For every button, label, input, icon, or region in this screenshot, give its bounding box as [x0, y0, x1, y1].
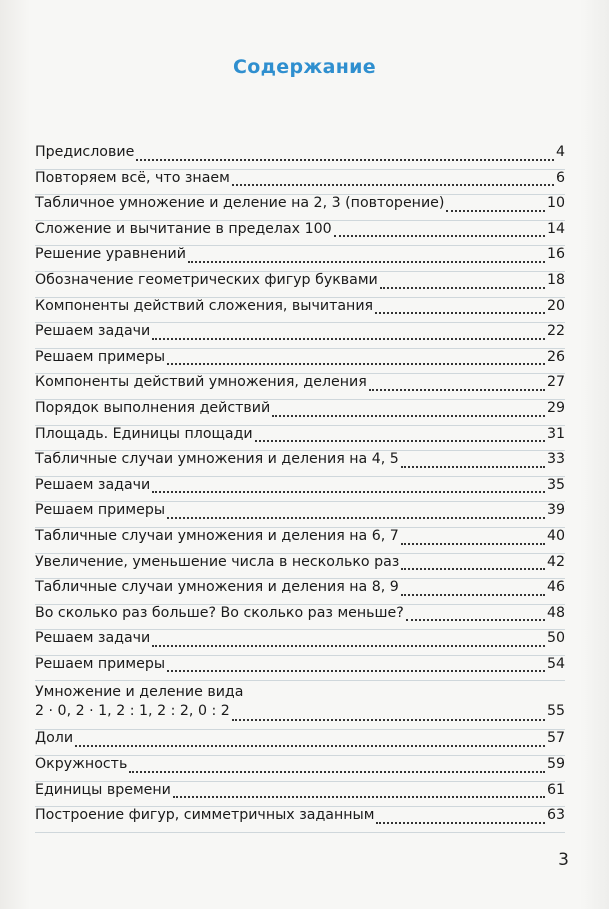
- toc-entry-page: 63: [546, 807, 565, 824]
- toc-entry-label: Порядок выполнения действий: [35, 399, 271, 416]
- leader-dots: [152, 490, 545, 493]
- leader-dots: [255, 439, 545, 442]
- toc-entry-label: Увеличение, уменьшение числа в несколько раз: [35, 553, 400, 570]
- leader-dots: [173, 795, 545, 798]
- toc-entry-page: 27: [546, 374, 565, 391]
- toc-entry: [35, 426, 565, 452]
- leader-dots: [232, 183, 554, 186]
- toc-entry-label: Во сколько раз больше? Во сколько раз меньше?: [35, 604, 404, 621]
- toc-entry-page: 35: [546, 476, 565, 493]
- leader-dots: [406, 618, 545, 621]
- toc-entry-label: Табличные случаи умножения и деления на 6, 7: [35, 527, 399, 544]
- leader-dots: [152, 644, 545, 647]
- table-of-contents: [35, 144, 565, 833]
- toc-entry-label: Табличное умножение и деление на 2, 3 (повторение): [35, 195, 445, 212]
- toc-entry-page: 61: [546, 781, 565, 798]
- leader-dots: [152, 337, 545, 340]
- toc-entry-page: 54: [546, 655, 565, 672]
- leader-dots: [401, 593, 545, 596]
- toc-entry: [35, 170, 565, 196]
- page-number: 3: [558, 850, 569, 870]
- toc-entry-label: Сложение и вычитание в пределах 100: [35, 220, 332, 237]
- toc-entry: [35, 756, 565, 782]
- toc-entry-page: 22: [546, 323, 565, 340]
- toc-entry-page: 6: [555, 169, 565, 186]
- toc-entry-label: Табличные случаи умножения и деления на 4, 5: [35, 451, 399, 468]
- toc-entry-page: 26: [546, 348, 565, 365]
- toc-entry: [35, 782, 565, 808]
- toc-entry-label: Окружность: [35, 756, 128, 773]
- toc-entry: [35, 477, 565, 503]
- toc-entry-label: Компоненты действий сложения, вычитания: [35, 297, 374, 314]
- leader-dots: [375, 311, 545, 314]
- toc-entry-label: Табличные случаи умножения и деления на 8, 9: [35, 579, 399, 596]
- toc-entry: [35, 730, 565, 756]
- toc-entry: [35, 656, 565, 682]
- toc-entry-page: 48: [546, 604, 565, 621]
- toc-entry-page: 42: [546, 553, 565, 570]
- toc-entry: [35, 605, 565, 631]
- toc-entry-page: 50: [546, 630, 565, 647]
- toc-entry: [35, 400, 565, 426]
- toc-entry: [35, 298, 565, 324]
- toc-entry: [35, 502, 565, 528]
- leader-dots: [401, 465, 545, 468]
- toc-entry-page: 10: [546, 195, 565, 212]
- leader-dots: [401, 542, 545, 545]
- toc-entry: [35, 528, 565, 554]
- toc-entry-label: Решаем примеры: [35, 348, 166, 365]
- toc-entry-line2: [35, 703, 565, 729]
- leader-dots: [272, 414, 545, 417]
- toc-entry-label: Решаем задачи: [35, 476, 151, 493]
- toc-entry-label: Решаем примеры: [35, 502, 166, 519]
- toc-entry-label: Площадь. Единицы площади: [35, 425, 253, 442]
- toc-entry-page: 55: [546, 703, 565, 720]
- leader-dots: [369, 388, 545, 391]
- toc-entry-label: Решаем задачи: [35, 323, 151, 340]
- toc-entry-page: 59: [546, 756, 565, 773]
- toc-entry-label: Доли: [35, 730, 74, 747]
- leader-dots: [380, 286, 545, 289]
- leader-dots: [136, 158, 554, 161]
- leader-dots: [188, 260, 545, 263]
- toc-entry: [35, 374, 565, 400]
- toc-entry: [35, 349, 565, 375]
- toc-entry-page: 46: [546, 579, 565, 596]
- toc-entry-label: Повторяем всё, что знаем: [35, 169, 230, 186]
- toc-entry-label: Построение фигур, симметричных заданным: [35, 807, 375, 824]
- toc-entry: [35, 221, 565, 247]
- toc-entry-page: 4: [555, 144, 565, 160]
- toc-entry: [35, 554, 565, 580]
- leader-dots: [167, 516, 545, 519]
- page-title: Содержание: [233, 56, 376, 78]
- leader-dots: [401, 567, 545, 570]
- toc-entry: [35, 195, 565, 221]
- toc-entry-page: 16: [546, 246, 565, 263]
- toc-entry: [35, 144, 565, 170]
- toc-entry: [35, 681, 565, 730]
- toc-entry-page: 57: [546, 730, 565, 747]
- toc-entry-label: Умножение и деление вида: [35, 684, 244, 701]
- leader-dots: [232, 718, 545, 721]
- toc-entry-label: Компоненты действий умножения, деления: [35, 374, 367, 391]
- leader-dots: [167, 669, 545, 672]
- toc-entry: [35, 451, 565, 477]
- leader-dots: [129, 770, 545, 773]
- toc-entry-label: Единицы времени: [35, 781, 171, 798]
- toc-entry-page: 20: [546, 297, 565, 314]
- leader-dots: [334, 234, 545, 237]
- toc-entry-page: 39: [546, 502, 565, 519]
- toc-entry-label: Предисловие: [35, 144, 135, 160]
- toc-entry-page: 31: [546, 425, 565, 442]
- toc-entry-page: 18: [546, 271, 565, 288]
- toc-entry: [35, 323, 565, 349]
- toc-entry-label: Обозначение геометрических фигур буквами: [35, 271, 378, 288]
- toc-entry-formula: 2 · 0, 2 · 1, 2 : 1, 2 : 2, 0 : 2: [35, 703, 230, 720]
- toc-entry-page: 33: [546, 451, 565, 468]
- toc-entry: [35, 246, 565, 272]
- toc-entry: [35, 630, 565, 656]
- toc-entry-label: Решаем примеры: [35, 655, 166, 672]
- toc-entry: [35, 579, 565, 605]
- toc-entry-label: Решаем задачи: [35, 630, 151, 647]
- leader-dots: [446, 209, 545, 212]
- leader-dots: [75, 744, 545, 747]
- toc-entry: [35, 807, 565, 833]
- toc-entry-page: 40: [546, 527, 565, 544]
- toc-entry-page: 14: [546, 220, 565, 237]
- toc-entry: [35, 272, 565, 298]
- leader-dots: [376, 821, 545, 824]
- toc-entry-page: 29: [546, 399, 565, 416]
- toc-entry-label: Решение уравнений: [35, 246, 186, 263]
- leader-dots: [167, 362, 545, 365]
